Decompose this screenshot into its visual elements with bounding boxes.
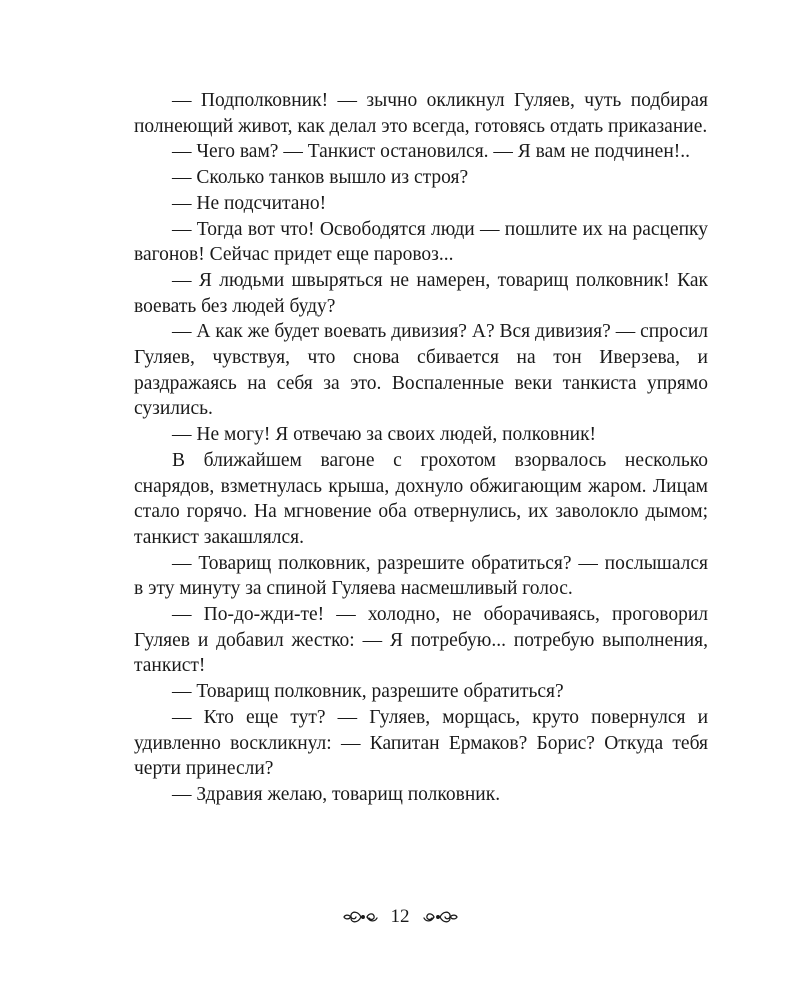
- page-number: 12: [390, 906, 410, 927]
- floral-ornament-icon: [341, 906, 381, 928]
- floral-ornament-icon: [420, 906, 460, 928]
- paragraph: — Товарищ полковник, разрешите обратиться?: [172, 681, 564, 703]
- paragraph: — А как же будет воевать дивизия? А? Вся дивизия? — спросил Гуляев, чувствуя, что снова сбивается на тон Иверзева, и раздражаясь на себя за это. Воспаленные веки танкиста упрямо сузились.: [134, 321, 708, 420]
- paragraph: — Не могу! Я отвечаю за своих людей, полковник!: [172, 424, 597, 446]
- paragraph: — Здравия желаю, товарищ полковник.: [172, 783, 501, 805]
- paragraph: — Кто еще тут? — Гуляев, морщась, круто повернулся и удивленно воскликнул: — Капитан Ермаков? Борис? Откуда тебя черти принесли?: [134, 706, 708, 780]
- paragraph: — Чего вам? — Танкист остановился. — Я вам не подчинен!..: [172, 141, 691, 163]
- paragraph: — Я людьми швыряться не намерен, товарищ полковник! Как воевать без людей буду?: [134, 269, 708, 317]
- paragraph: — По-до-жди-те! — холодно, не оборачиваясь, проговорил Гуляев и добавил жестко: — Я потребую... потребую выполнения, танкист!: [134, 604, 708, 677]
- paragraph: — Товарищ полковник, разрешите обратиться? — послышался в эту минуту за спиной Гуляева насмешливый голос.: [134, 552, 708, 600]
- paragraph: — Сколько танков вышло из строя?: [172, 167, 469, 189]
- page-footer: [0, 902, 800, 932]
- paragraph: — Тогда вот что! Освободятся люди — пошлите их на расцепку вагонов! Сейчас придет еще паровоз...: [134, 218, 708, 266]
- paragraph: — Подполковник! — зычно окликнул Гуляев, чуть подбирая полнеющий живот, как делал это всегда, готовясь отдать приказание.: [134, 90, 708, 137]
- body-text: [134, 88, 708, 808]
- paragraph: — Не подсчитано!: [172, 192, 327, 214]
- paragraph: В ближайшем вагоне с грохотом взорвалось несколько снарядов, взметнулась крыша, дохнуло обжигающим жаром. Лицам стало горячо. На мгновение оба отвернулись, их заволокло дымом; танкист закашлялся.: [134, 449, 708, 548]
